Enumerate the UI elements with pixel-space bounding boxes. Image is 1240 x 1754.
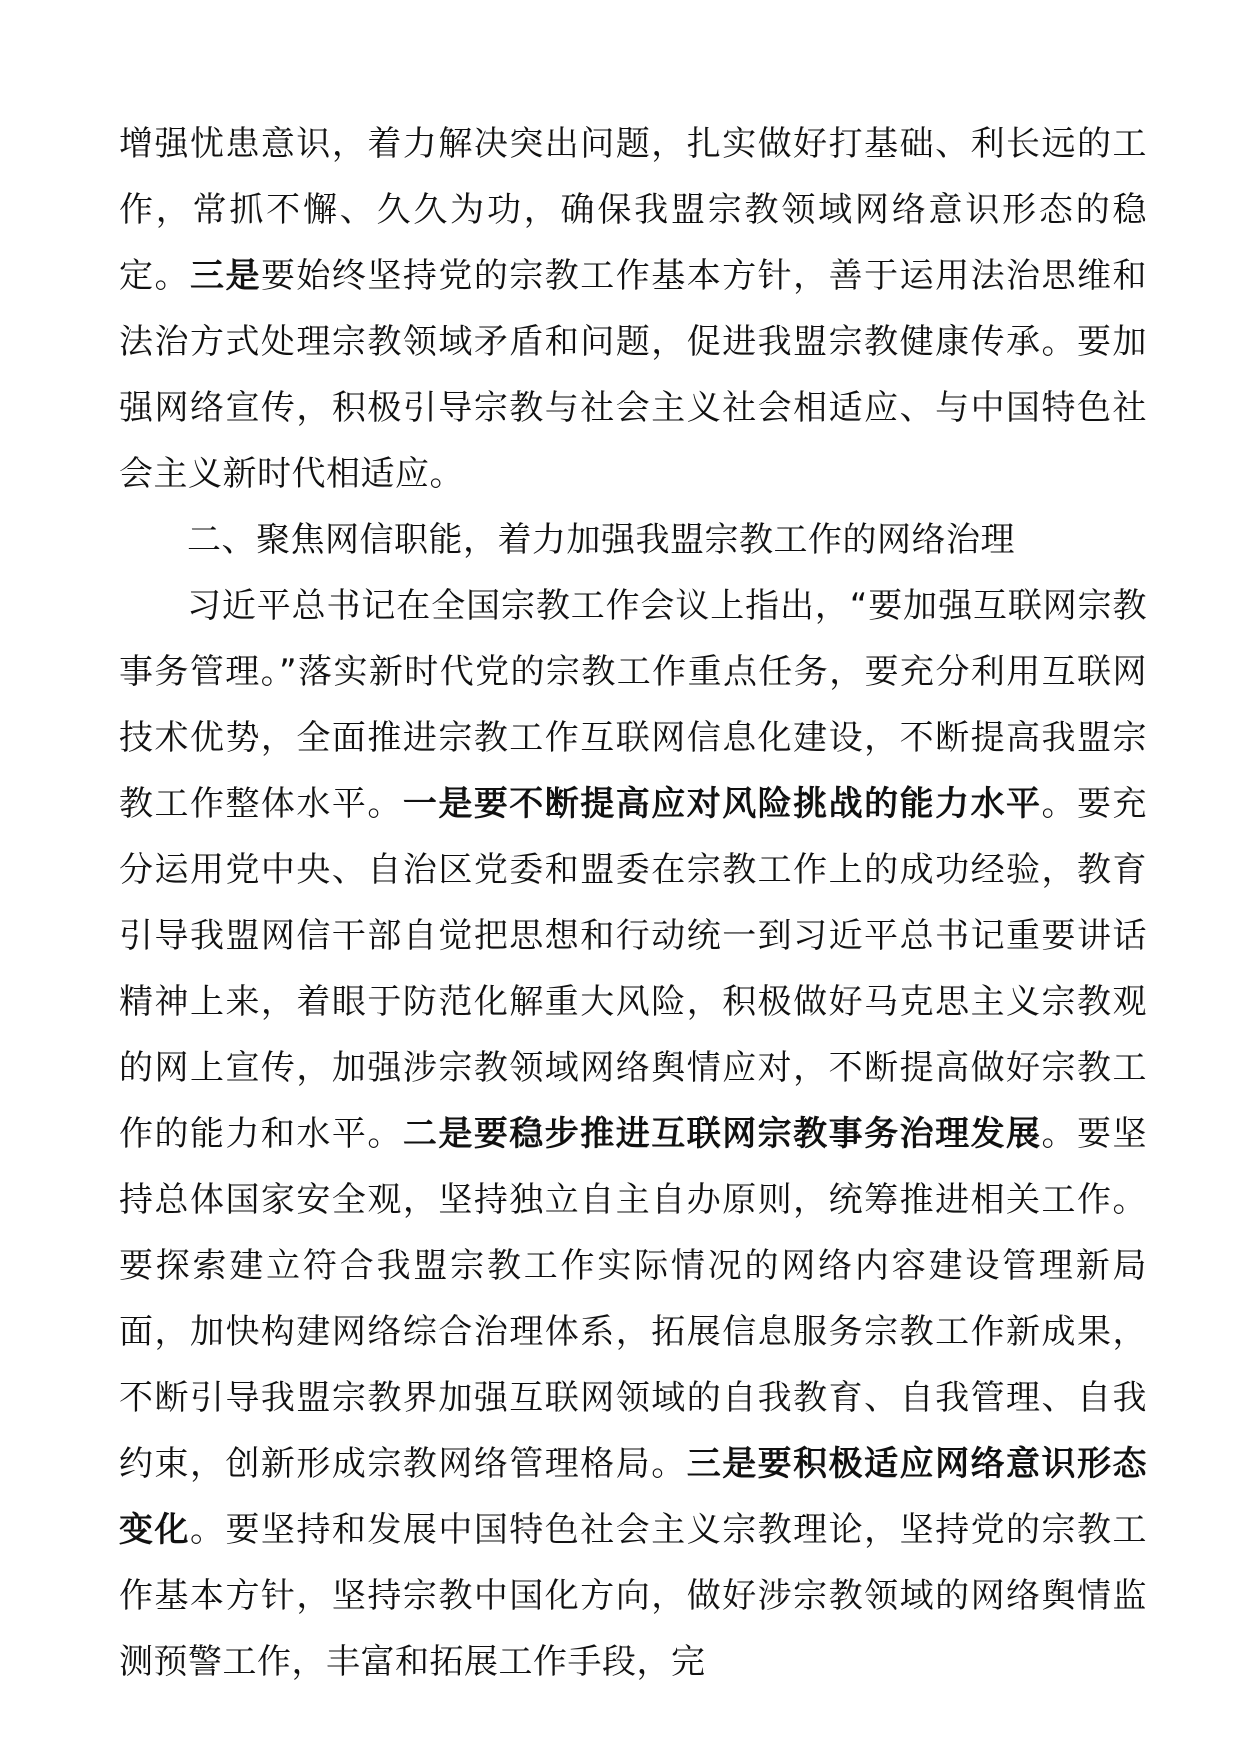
paragraph-3-text-2: 。要充分运用党中央、自治区党委和盟委在宗教工作上的成功经验，教育引导我盟网信干部自觉把思想和行动统一到习近平总书记重要讲话精神上来，着眼于防范化解重大风险，积极做好马克思主义宗教观的网上宣传，加强涉宗教领域网络舆情应对，不断提高做好宗教工作的能力和水平。	[119, 784, 1148, 1154]
paragraph-3-bold-point-2: 二是要稳步推进互联网宗教事务治理发展	[402, 1114, 1042, 1154]
paragraph-1-bold-marker: 三是	[189, 256, 261, 296]
paragraph-3-bold-point-1: 一是要不断提高应对风险挑战的能力水平	[402, 784, 1042, 824]
paragraph-1-text-1: 增强忧患意识，着力解决突出问题，扎实做好打基础、利长远的工作，常抓不懈、久久为功，确保我盟宗教领域网络意识形态的稳定。	[119, 124, 1147, 296]
paragraph-3-text-4: 。要坚持和发展中国特色社会主义宗教理论，坚持党的宗教工作基本方针，坚持宗教中国化方向，做好涉宗教领域的网络舆情监测预警工作，丰富和拓展工作手段，完	[119, 1510, 1148, 1682]
document-page	[119, 111, 1147, 1695]
paragraph-1-text-2: 要始终坚持党的宗教工作基本方针，善于运用法治思维和法治方式处理宗教领域矛盾和问题，促进我盟宗教健康传承。要加强网络宣传，积极引导宗教与社会主义社会相适应、与中国特色社会主义新时代相适应。	[119, 256, 1148, 494]
section-heading	[119, 507, 1147, 573]
paragraph-1	[119, 111, 1147, 507]
paragraph-3-text-3: 。要坚持总体国家安全观，坚持独立自主自办原则，统筹推进相关工作。要探索建立符合我盟宗教工作实际情况的网络内容建设管理新局面，加快构建网络综合治理体系，拓展信息服务宗教工作新成果，不断引导我盟宗教界加强互联网领域的自我教育、自我管理、自我约束，创新形成宗教网络管理格局。	[119, 1114, 1148, 1484]
section-heading-text: 二、聚焦网信职能，着力加强我盟宗教工作的网络治理	[187, 520, 1015, 560]
paragraph-3-bold-point-3: 三是要积极适应网络意识形态变化	[119, 1444, 1148, 1550]
paragraph-3	[119, 573, 1147, 1695]
paragraph-3-text-1: 习近平总书记在全国宗教工作会议上指出，“要加强互联网宗教事务管理。”落实新时代党的宗教工作重点任务，要充分利用互联网技术优势，全面推进宗教工作互联网信息化建设，不断提高我盟宗教工作整体水平。	[119, 586, 1147, 824]
